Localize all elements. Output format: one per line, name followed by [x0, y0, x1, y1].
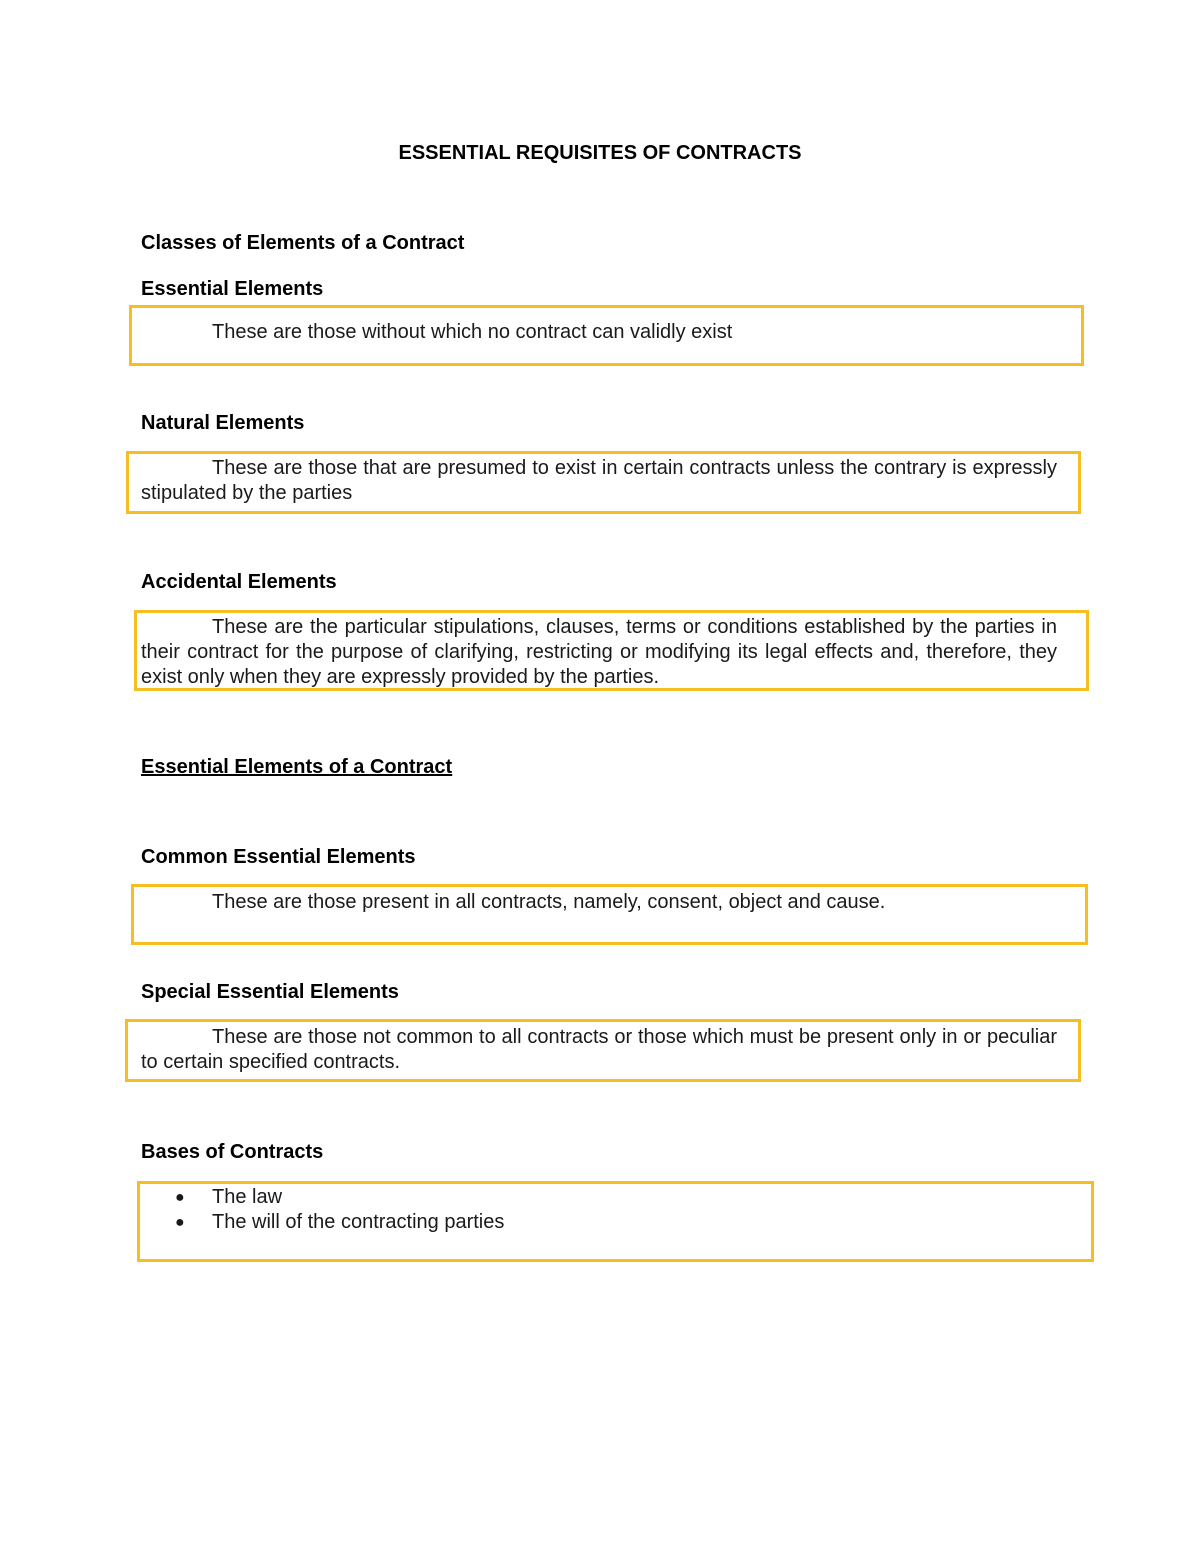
bullet-icon: ●: [175, 1189, 185, 1206]
document-title: ESSENTIAL REQUISITES OF CONTRACTS: [398, 142, 802, 164]
list-item: ● The law: [175, 1186, 283, 1208]
classes-heading: Classes of Elements of a Contract: [141, 232, 465, 254]
common-essential-elements-heading: Common Essential Elements: [141, 846, 416, 868]
essential-elements-text: These are those without which no contract can validly exist: [212, 321, 733, 343]
natural-elements-heading: Natural Elements: [141, 412, 305, 434]
special-essential-elements-text: These are those not common to all contracts or those which must be present only in or peculiar to certain specified contracts.: [141, 1026, 1057, 1073]
common-essential-elements-text: These are those present in all contracts, namely, consent, object and cause.: [212, 891, 886, 913]
accidental-elements-text: These are the particular stipulations, clauses, terms or conditions established by the parties in their contract for the purpose of clarifying, restricting or modifying its legal effects and, therefore, they exist only when they are expressly provided by the parties.: [141, 616, 1057, 688]
special-essential-elements-heading: Special Essential Elements: [141, 981, 399, 1003]
bases-of-contracts-heading: Bases of Contracts: [141, 1141, 324, 1163]
list-item: ● The will of the contracting parties: [175, 1211, 505, 1233]
bullet-icon: ●: [175, 1214, 185, 1231]
bases-list: [141, 1185, 1041, 1235]
accidental-elements-heading: Accidental Elements: [141, 571, 337, 593]
essential-elements-of-contract-heading: Essential Elements of a Contract: [141, 756, 453, 778]
natural-elements-text: These are those that are presumed to exist in certain contracts unless the contrary is expressly stipulated by the parties: [141, 457, 1057, 504]
essential-elements-heading: Essential Elements: [141, 278, 324, 300]
